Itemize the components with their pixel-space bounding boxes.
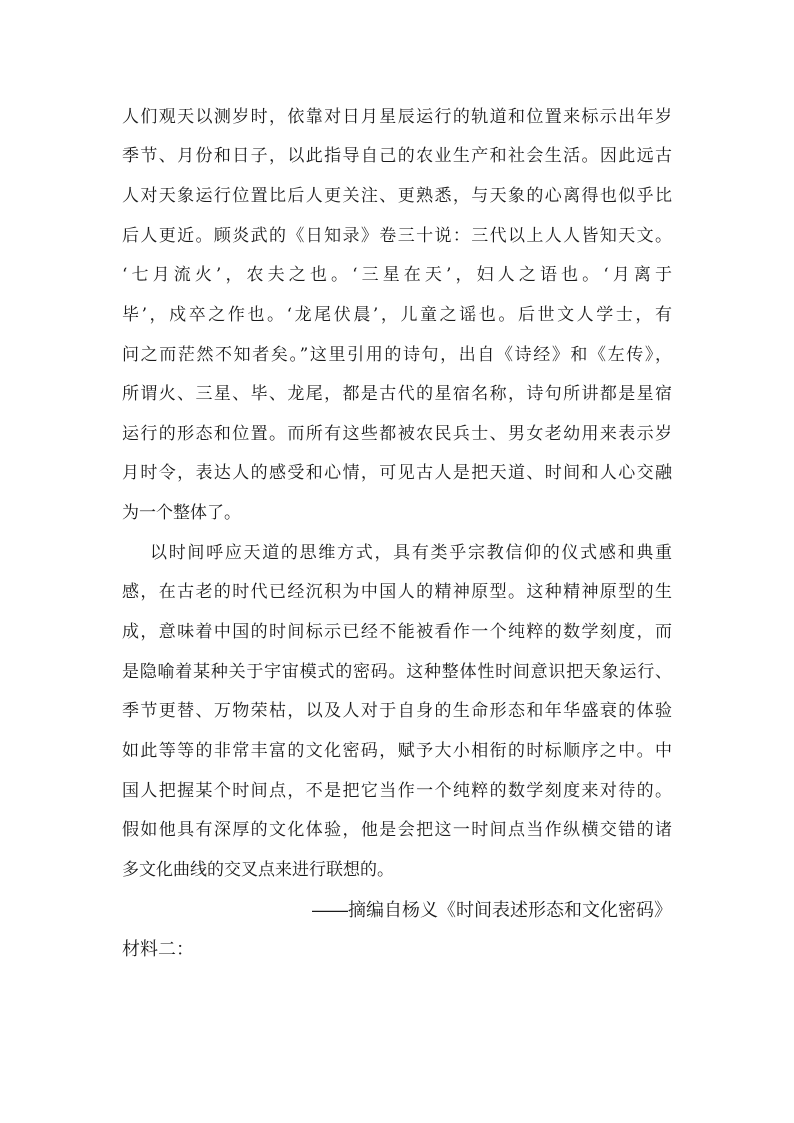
paragraph-2-line: 多文化曲线的交叉点来进行联想的。 bbox=[122, 860, 394, 880]
paragraph-1-line: 为一个整体了。 bbox=[122, 503, 241, 523]
paragraph-2-line: 季节更替、万物荣枯，以及人对于自身的生命形态和年华盛衰的体验 bbox=[122, 701, 672, 721]
paragraph-1-line: 问之而茫然不知者矣。”这里引用的诗句，出自《诗经》和《左传》， bbox=[122, 345, 672, 365]
paragraph-2-line: 是隐喻着某种关于宇宙模式的密码。这种整体性时间意识把天象运行、 bbox=[122, 662, 672, 682]
paragraph-1-line: 季节、月份和日子，以此指导自己的农业生产和社会生活。因此远古 bbox=[122, 146, 672, 166]
paragraph-1-line: 运行的形态和位置。而所有这些都被农民兵士、男女老幼用来表示岁 bbox=[122, 424, 672, 444]
paragraph-1-line: 人们观天以测岁时，依靠对日月星辰运行的轨道和位置来标示出年岁 bbox=[122, 107, 672, 127]
paragraph-1-line: 所谓火、三星、毕、龙尾，都是古代的星宿名称，诗句所讲都是星宿 bbox=[122, 384, 672, 404]
paragraph-2-line: 成，意味着中国的时间标示已经不能被看作一个纯粹的数学刻度，而 bbox=[122, 622, 672, 642]
paragraph-1-line: ‘七月流火’，农夫之也。‘三星在天’，妇人之语也。‘月离于 bbox=[122, 265, 672, 285]
material-two-label: 材料二： bbox=[122, 939, 194, 959]
paragraph-1-line: 人对天象运行位置比后人更关注、更熟悉，与天象的心离得也似乎比 bbox=[122, 186, 672, 206]
paragraph-1-line: 后人更近。顾炎武的《日知录》卷三十说：三代以上人人皆知天文。 bbox=[122, 226, 672, 246]
paragraph-2-line: 感，在古老的时代已经沉积为中国人的精神原型。这种精神原型的生 bbox=[122, 582, 672, 602]
paragraph-2-line: 国人把握某个时间点，不是把它当作一个纯粹的数学刻度来对待的。 bbox=[122, 781, 672, 801]
paragraph-1-line: 毕’，戍卒之作也。‘龙尾伏晨’，儿童之谣也。后世文人学士，有 bbox=[122, 305, 672, 325]
paragraph-2-line: 假如他具有深厚的文化体验，他是会把这一时间点当作纵横交错的诸 bbox=[122, 820, 672, 840]
paragraph-1-line: 月时令，表达人的感受和心情，可见古人是把天道、时间和人心交融 bbox=[122, 463, 672, 483]
paragraph-2-line: 如此等等的非常丰富的文化密码，赋予大小相衔的时标顺序之中。中 bbox=[122, 741, 672, 761]
paragraph-2-line: 以时间呼应天道的思维方式，具有类乎宗教信仰的仪式感和典重 bbox=[150, 543, 672, 563]
source-citation: ——摘编自杨义《时间表述形态和文化密码》 bbox=[312, 900, 672, 920]
